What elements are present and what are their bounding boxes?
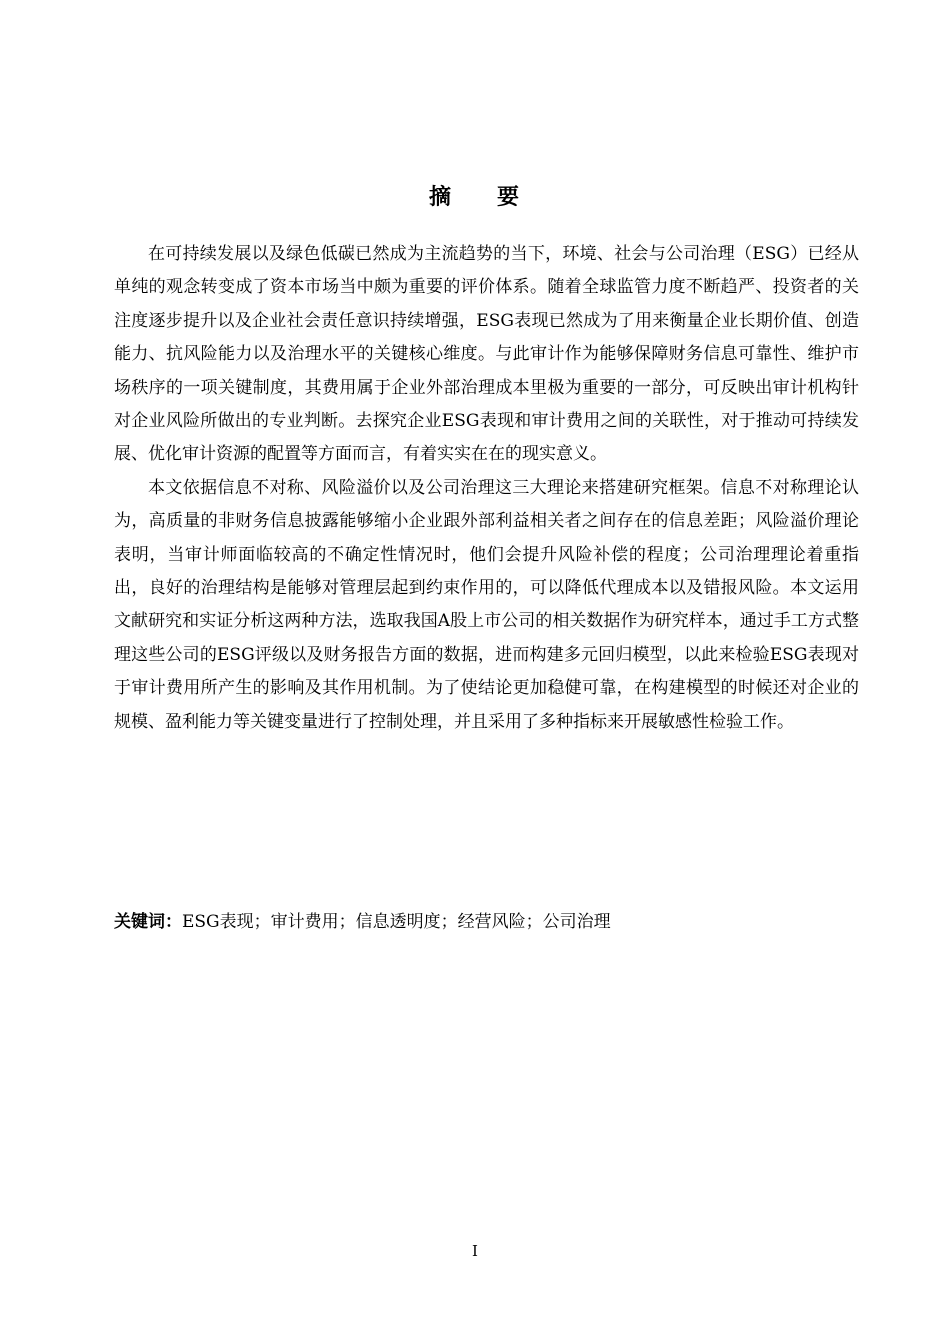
keywords-list: ESG表现；审计费用；信息透明度；经营风险；公司治理	[182, 912, 611, 932]
abstract-title-char-2: 要	[497, 185, 522, 210]
abstract-paragraph-1: 在可持续发展以及绿色低碳已然成为主流趋势的当下，环境、社会与公司治理（ESG）已经从单纯的观念转变成了资本市场当中颇为重要的评价体系。随着全球监管力度不断趋严、投资者的关注度逐步提升以及企业社会责任意识持续增强，ESG表现已然成为了用来衡量企业长期价值、创造能力、抗风险能力以及治理水平的关键核心维度。与此审计作为能够保障财务信息可靠性、维护市场秩序的一项关键制度，其费用属于企业外部治理成本里极为重要的一部分，可反映出审计机构针对企业风险所做出的专业判断。去探究企业ESG表现和审计费用之间的关联性，对于推动可持续发展、优化审计资源的配置等方面而言，有着实实在在的现实意义。	[114, 244, 859, 465]
page-number: I	[472, 1242, 478, 1260]
abstract-paragraph-2: 本文依据信息不对称、风险溢价以及公司治理这三大理论来搭建研究框架。信息不对称理论认为，高质量的非财务信息披露能够缩小企业跟外部利益相关者之间存在的信息差距；风险溢价理论表明，当审计师面临较高的不确定性情况时，他们会提升风险补偿的程度；公司治理理论着重指出，良好的治理结构是能够对管理层起到约束作用的，可以降低代理成本以及错报风险。本文运用文献研究和实证分析这两种方法，选取我国A股上市公司的相关数据作为研究样本，通过手工方式整理这些公司的ESG评级以及财务报告方面的数据，进而构建多元回归模型，以此来检验ESG表现对于审计费用所产生的影响及其作用机制。为了使结论更加稳健可靠，在构建模型的时候还对企业的规模、盈利能力等关键变量进行了控制处理，并且采用了多种指标来开展敏感性检验工作。	[114, 477, 859, 732]
abstract-title	[0, 180, 950, 211]
abstract-body	[114, 238, 859, 739]
keywords-label: 关键词：	[114, 912, 182, 932]
keywords-line	[114, 906, 859, 939]
abstract-title-char-1: 摘	[428, 185, 453, 210]
